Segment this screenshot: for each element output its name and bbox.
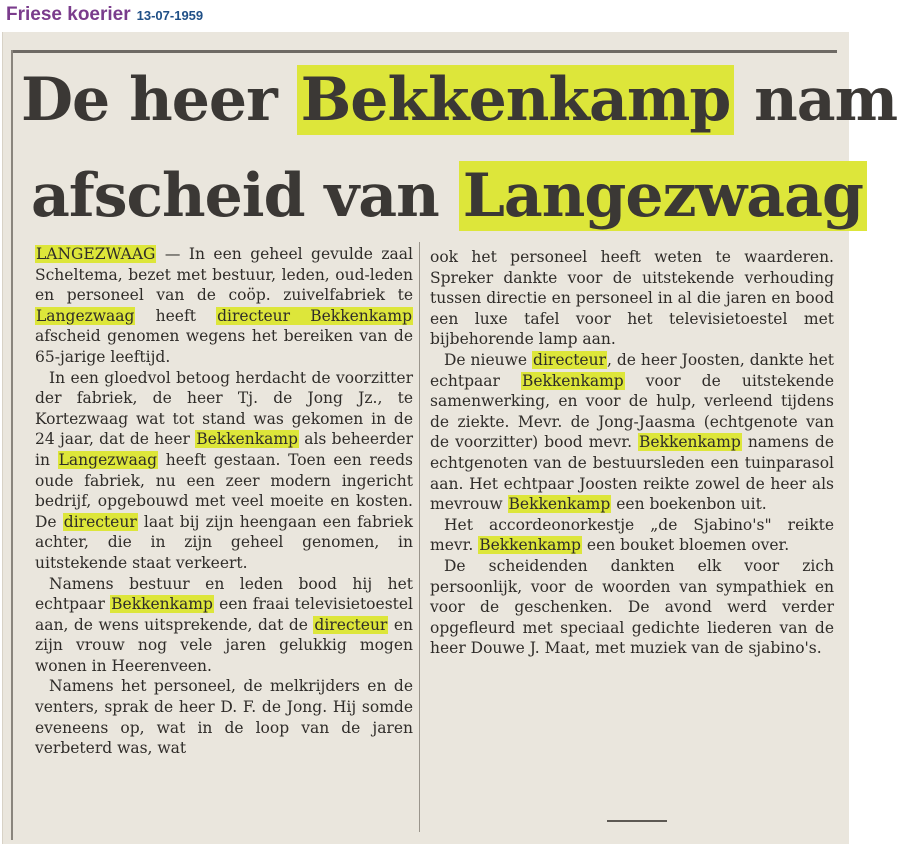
paragraph-5: ook het personeel heeft weten te waarderen. Spreker dankte voor de uitstekende verhouding tussen directie en personeel in al die jaren en bood een luxe tafel voor het televisietoestel met bijbehorende lamp aan. [430,248,834,349]
headline-highlight-name: Bekkenkamp [297,65,735,135]
paragraph-1 [35,244,413,368]
text-run: een fraai televisietoestel aan, de wens uitsprekende, dat de [35,595,414,634]
headline-highlight-place: Langezwaag [459,161,867,231]
source-header [6,4,203,28]
end-rule [607,820,667,822]
text-run: en zijn vrouw nog vele jaren gelukkig mogen wonen in Heerenveen. [35,615,413,675]
highlight: Langezwaag [58,450,158,469]
headline-line-2 [31,160,867,232]
highlight: directeur Bekkenkamp [217,306,413,325]
highlight: directeur [533,350,606,369]
highlight: Bekkenkamp [111,595,213,614]
text-run: afscheid genomen wegens het bereiken van de 65-jarige leeftijd. [35,327,413,366]
headline-line-1-pre: De heer [21,65,297,135]
paragraph-8: De scheidenden dankten elk voor zich persoonlijk, voor de woorden van sympathiek en voor de geschenken. De avond werd verder opgefleurd met speciaal gedichte liederen van de heer Douwe J. Maat, met muziek van de sjabino's. [430,556,834,658]
text-run: De nieuwe [444,350,533,369]
text-run: heeft [135,306,217,325]
highlight: Bekkenkamp [479,536,581,555]
left-rule [11,50,13,840]
text-run: voor de uitstekende samenwerking, en voor de hulp, verleend tijdens de ziekte. Mevr. de Jong-Jaasma (echtgenote van de voorzitter) bood mevr. [430,371,835,452]
headline-line-1-post: nam [734,65,897,135]
text-run: heeft gestaan. Toen een reeds oude fabriek, nu een zeer modern ingericht bedrijf, opgebouwd met veel moeite en kosten. De [35,450,413,531]
highlight: Langezwaag [36,306,135,325]
paragraph-7 [430,515,834,556]
article-column-left [35,244,413,759]
highlight: directeur [63,512,137,531]
text-run: , de heer Joosten, dankte het echtpaar [430,350,834,390]
column-divider [419,242,420,832]
newspaper-clipping [2,32,897,844]
text-run: — In een geheel gevulde zaal Scheltema, bezet met bestuur, leden, oud-leden en personeel van de coöp. zuivelfabriek te [35,245,413,305]
text-run: namens de echtgenoten van de bestuursleden een tuinparasol aan. Het echtpaar Joosten reikte zowel de heer als mevrouw [430,433,834,514]
text-run: In een gloedvol betoog herdacht de voorzitter der fabriek, de heer Tj. de Jong Jz., te Kortezwaag wat tot stand was gekomen in de 24 jaar, dat de heer [35,368,413,449]
text-run: een bouket bloemen over. [581,536,790,555]
highlight: directeur [314,615,388,634]
headline-line-1 [21,64,897,136]
highlight: Bekkenkamp [196,430,298,449]
highlight: Bekkenkamp [639,433,741,452]
highlight: Bekkenkamp [521,371,624,390]
source-date: 13-07-1959 [136,8,204,23]
text-run: Het accordeonorkestje „de Sjabino's" reikte mevr. [430,515,834,555]
paragraph-6 [430,350,834,515]
highlight: Bekkenkamp [508,495,611,514]
text-run: als beheerder in [35,430,413,469]
highlight: LANGEZWAAG [36,245,156,263]
source-name: Friese koerier [6,4,131,25]
text-run: een boekenbon uit. [611,495,767,514]
text-run: Namens bestuur en leden bood hij het echtpaar [35,574,413,614]
article-column-right [430,247,834,659]
headline-line-2-pre: afscheid van [31,161,459,231]
paragraph-3 [35,574,413,677]
paragraph-4: Namens het personeel, de melkrijders en de venters, sprak de heer D. F. de Jong. Hij somde eveneens op, wat in de loop van de jaren verbeterd was, wat [35,677,413,758]
paragraph-2 [35,368,413,574]
text-run: laat bij zijn heengaan een fabriek achter, die in zijn geheel genomen, in uitstekende staat verkeert. [35,512,414,572]
top-rule [11,50,837,53]
